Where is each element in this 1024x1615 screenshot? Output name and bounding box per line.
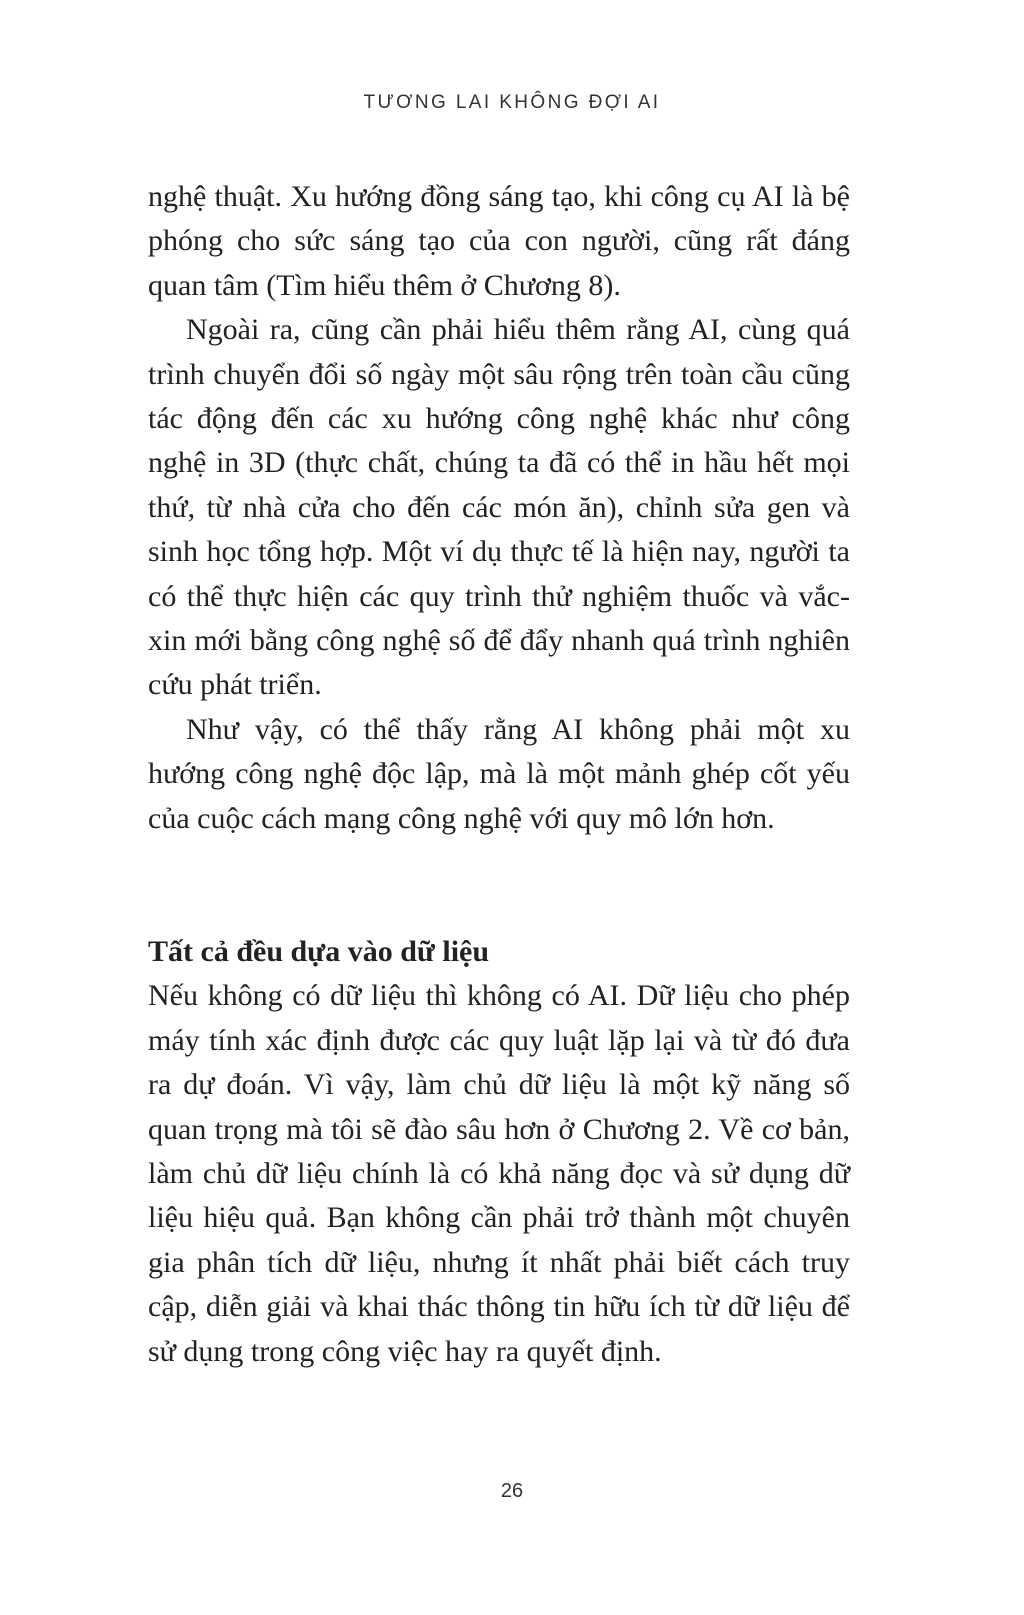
page-number: 26	[500, 1480, 524, 1502]
text-block-top	[148, 175, 850, 841]
section-heading: Tất cả đều dựa vào dữ liệu	[148, 935, 490, 968]
running-header: TƯƠNG LAI KHÔNG ĐỢI AI	[363, 92, 661, 113]
text-block-section	[148, 930, 850, 1374]
paragraph-continuation: nghệ thuật. Xu hướng đồng sáng tạo, khi công cụ AI là bệ phóng cho sức sáng tạo của con người, cũng rất đáng quan tâm (Tìm hiểu thêm ở Chương 8).	[148, 180, 850, 302]
paragraph-data: Nếu không có dữ liệu thì không có AI. Dữ liệu cho phép máy tính xác định được các quy luật lặp lại và từ đó đưa ra dự đoán. Vì vậy, làm chủ dữ liệu là một kỹ năng số quan trọng mà tôi sẽ đào sâu hơn ở Chương 2. Về cơ bản, làm chủ dữ liệu chính là có khả năng đọc và sử dụng dữ liệu hiệu quả. Bạn không cần phải trở thành một chuyên gia phân tích dữ liệu, nhưng ít nhất phải biết cách truy cập, diễn giải và khai thác thông tin hữu ích từ dữ liệu để sử dụng trong công việc hay ra quyết định.	[148, 979, 850, 1368]
paragraph-conclusion: Như vậy, có thể thấy rằng AI không phải một xu hướng công nghệ độc lập, mà là một mảnh ghép cốt yếu của cuộc cách mạng công nghệ với quy mô lớn hơn.	[148, 712, 850, 835]
paragraph-other-technologies: Ngoài ra, cũng cần phải hiểu thêm rằng AI, cùng quá trình chuyển đổi số ngày một sâu rộng trên toàn cầu cũng tác động đến các xu hướng công nghệ khác như công nghệ in 3D (thực chất, chúng ta đã có thể in hầu hết mọi thứ, từ nhà cửa cho đến các món ăn), chỉnh sửa gen và sinh học tổng hợp. Một ví dụ thực tế là hiện nay, người ta có thể thực hiện các quy trình thử nghiệm thuốc và vắc-xin mới bằng công nghệ số để đẩy nhanh quá trình nghiên cứu phát triển.	[148, 313, 850, 702]
